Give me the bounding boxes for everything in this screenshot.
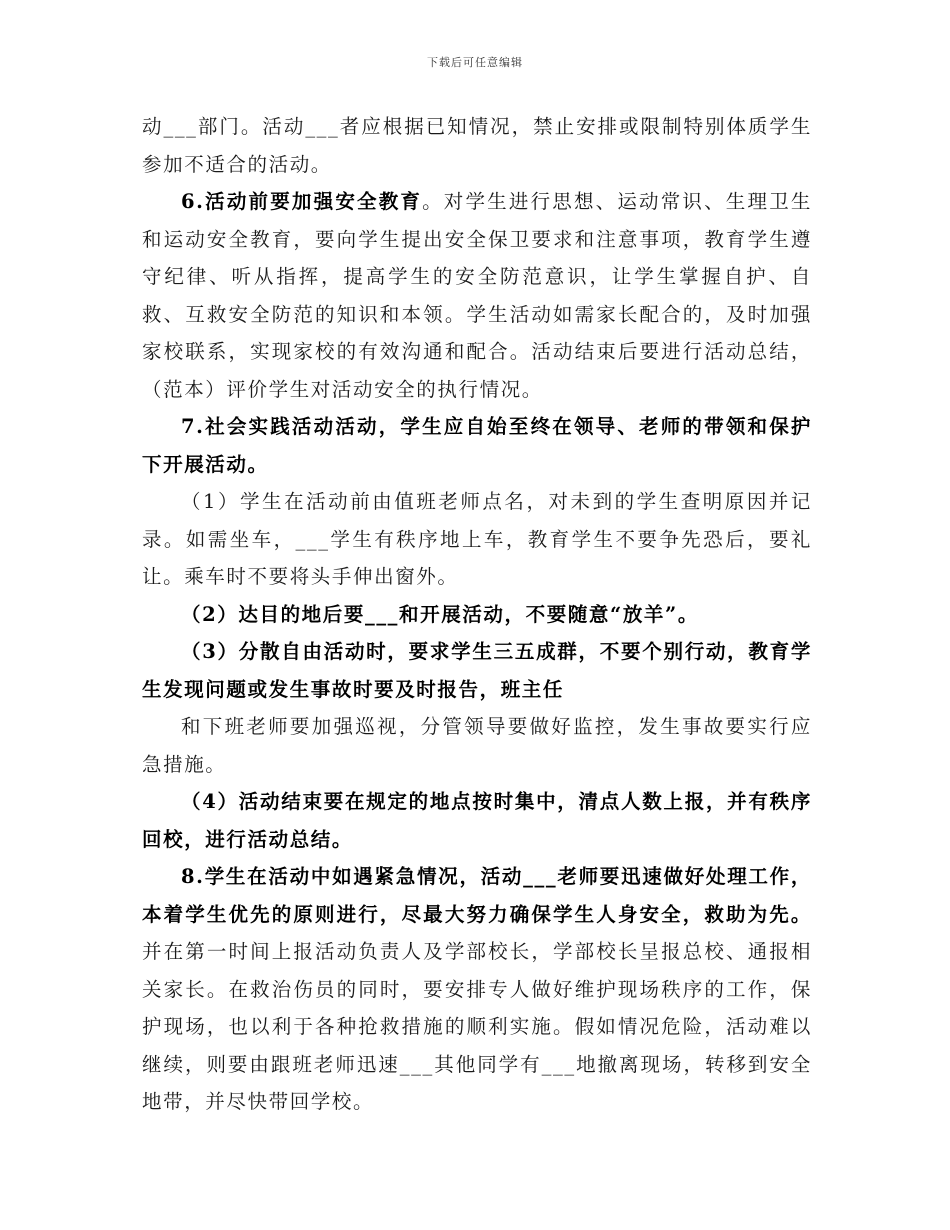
paragraph-text: 。对学生进行思想、运动常识、生理卫生和运动安全教育，要向学生提出安全保卫要求和注意事项，教育学生遵守纪律、听从指挥，提高学生的安全防范意识，让学生掌握自护、自救、互救安全防范的知识和本领。学生活动如需家长配合的，及时加强家校联系，实现家校的有效沟通和配合。活动结束后要进行活动总结，（范本）评价学生对活动安全的执行情况。 <box>142 190 812 401</box>
paragraph-text: （3）分散自由活动时，要求学生三五成群，不要个别行动，教育学生发现问题或发生事故时要及时报告，班主任 <box>142 640 812 701</box>
paragraph-subitem-4 <box>142 783 812 858</box>
paragraph-item-8 <box>142 858 812 1121</box>
paragraph-text: （1）学生在活动前由值班老师点名，对未到的学生查明原因并记录。如需坐车，___学生有秩序地上车，教育学生不要争先恐后，要礼让。乘车时不要将头手伸出窗外。 <box>142 490 812 588</box>
paragraph-text: （4）活动结束要在规定的地点按时集中，清点人数上报，并有秩序回校，进行活动总结。 <box>142 790 812 851</box>
paragraph-text: 并在第一时间上报活动负责人及学部校长，学部校长呈报总校、通报相关家长。在救治伤员的同时，要安排专人做好维护现场秩序的工作，保护现场，也以利于各种抢救措施的顺利实施。假如情况危险，活动难以继续，则要由跟班老师迅速___其他同学有___地撤离现场，转移到安全地带，并尽快带回学校。 <box>142 940 812 1113</box>
paragraph-text: （2）达目的地后要___和开展活动，不要随意“放羊”。 <box>181 602 699 626</box>
paragraph-item-7 <box>142 408 812 483</box>
paragraph-text: 和下班老师要加强巡视，分管领导要做好监控，发生事故要实行应急措施。 <box>142 715 812 776</box>
paragraph-subitem-3-continued <box>142 708 812 783</box>
paragraph-subitem-1 <box>142 483 812 596</box>
paragraph-heading: 6.活动前要加强安全教育 <box>181 190 423 213</box>
document-body <box>142 108 812 1121</box>
page-header-note: 下载后可任意编辑 <box>427 56 523 69</box>
paragraph-text: 7.社会实践活动活动，学生应自始至终在领导、老师的带领和保护下开展活动。 <box>142 415 812 476</box>
paragraph-item-6 <box>142 183 812 408</box>
paragraph-subitem-2 <box>142 596 812 634</box>
paragraph-heading: 8.学生在活动中如遇紧急情况，活动___老师要迅速做好处理工作，本着学生优先的原则进行，尽最大努力确保学生人身安全，救助为先。 <box>142 865 812 926</box>
paragraph-text: 动___部门。活动___者应根据已知情况，禁止安排或限制特别体质学生参加不适合的活动。 <box>142 115 812 176</box>
paragraph-subitem-3 <box>142 633 812 708</box>
paragraph-continuation <box>142 108 812 183</box>
